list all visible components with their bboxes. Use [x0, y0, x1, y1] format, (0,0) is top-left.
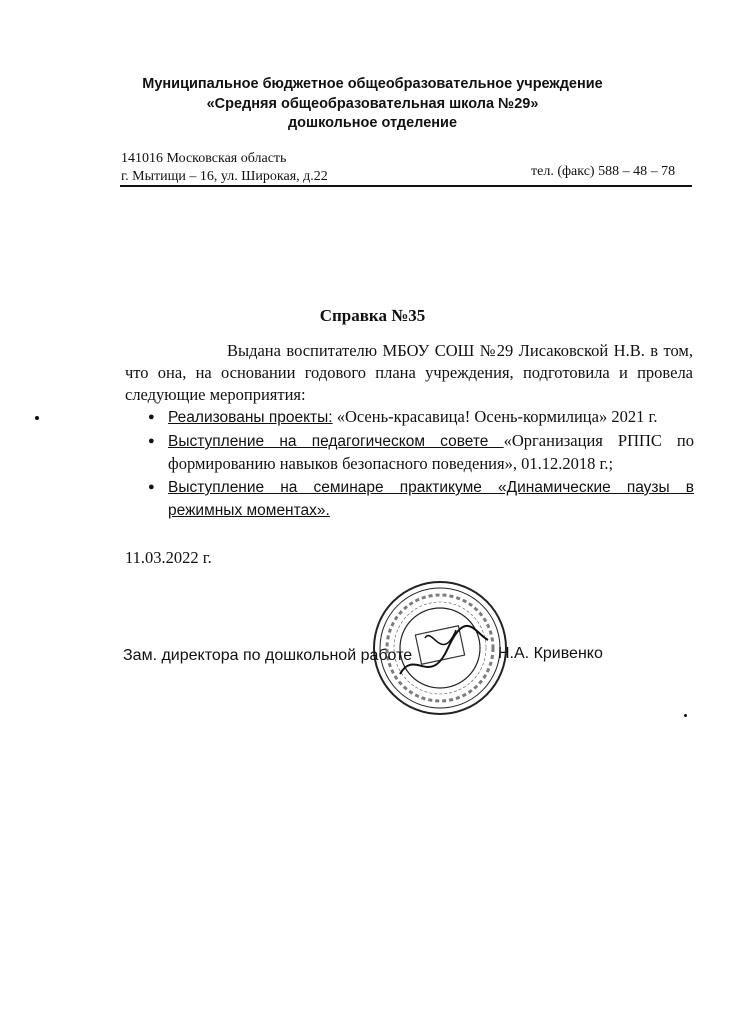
header-rule	[120, 185, 692, 187]
list-item	[148, 476, 694, 522]
address-line1: 141016 Московская область	[121, 151, 287, 166]
signatory-position: Зам. директора по дошкольной работе	[123, 647, 413, 664]
document-date: 11.03.2022 г.	[125, 548, 212, 567]
org-name-line1: Муниципальное бюджетное общеобразовательное учреждение	[142, 76, 603, 92]
scan-speck	[684, 714, 687, 717]
item-lead: Выступление на семинаре практикуме «Динамические паузы в режимных моментах».	[168, 479, 694, 519]
address-line2: г. Мытищи – 16, ул. Широкая, д.22	[121, 169, 328, 184]
org-name-line2: «Средняя общеобразовательная школа №29»	[206, 96, 539, 112]
item-lead: Выступление на педагогическом совете	[168, 433, 504, 450]
activity-list	[148, 406, 694, 523]
signatory-name: Н.А. Кривенко	[498, 645, 603, 662]
item-text: «Осень-красавица! Осень-кормилица» 2021 г.	[332, 407, 658, 426]
list-item	[148, 430, 694, 475]
document-title: Справка №35	[319, 306, 426, 325]
scan-speck	[35, 416, 39, 420]
org-name-line3: дошкольное отделение	[287, 115, 458, 131]
phone-fax: тел. (факс) 588 – 48 – 78	[531, 164, 676, 179]
item-lead: Реализованы проекты:	[168, 409, 333, 426]
item-text: «Организация РППС по формированию навыков безопасного поведения», 01.12.2018 г.;	[168, 431, 694, 473]
body-paragraph: Выдана воспитателю МБОУ СОШ №29 Лисаковской Н.В. в том, что она, на основании годового плана учреждения, подготовила и провела следующие мероприятия:	[125, 341, 693, 404]
list-item	[148, 406, 694, 429]
